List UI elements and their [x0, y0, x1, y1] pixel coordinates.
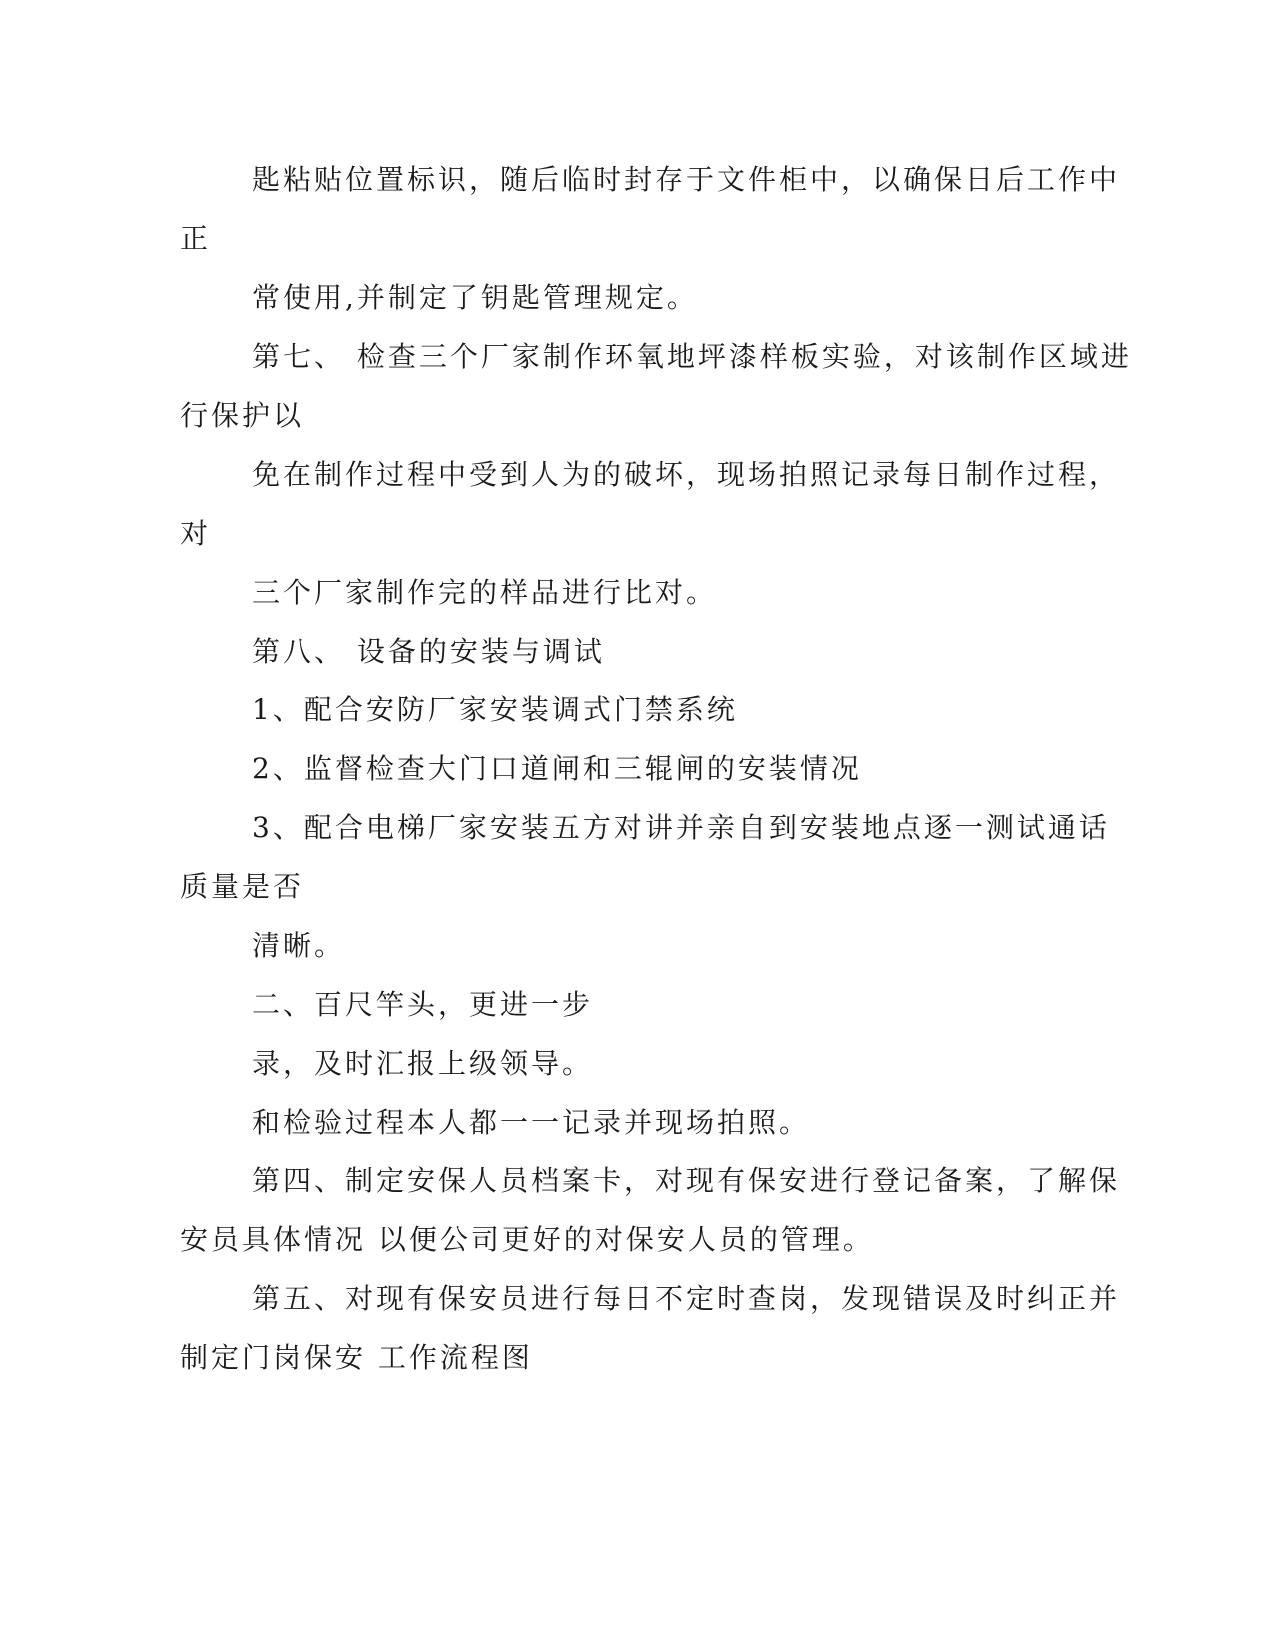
text-line: 录，及时汇报上级领导。	[252, 1047, 594, 1080]
text-line: 匙粘贴位置标识，随后临时封存于文件柜中，以确保日后工作中	[252, 163, 1121, 196]
text-line: 2、监督检查大门口道闸和三辊闸的安装情况	[252, 752, 862, 785]
text-line: 安员具体情况 以便公司更好的对保安人员的管理。	[180, 1223, 874, 1256]
text-line: 第四、制定安保人员档案卡，对现有保安进行登记备案，了解保	[252, 1164, 1121, 1197]
text-line: 二、百尺竿头，更进一步	[252, 988, 594, 1021]
text-line: 行保护以	[180, 399, 305, 432]
text-line: 免在制作过程中受到人为的破坏，现场拍照记录每日制作过程，	[252, 458, 1121, 491]
text-line: 常使用,并制定了钥匙管理规定。	[252, 281, 698, 314]
text-line: 第八、 设备的安装与调试	[252, 635, 605, 668]
text-line: 1、配合安防厂家安装调式门禁系统	[252, 693, 738, 726]
text-line: 清晰。	[252, 929, 346, 962]
text-line: 第五、对现有保安员进行每日不定时查岗，发现错误及时纠正并	[252, 1282, 1121, 1315]
text-line: 制定门岗保安 工作流程图	[180, 1341, 533, 1374]
text-line: 正	[180, 222, 212, 255]
text-line: 对	[180, 517, 212, 550]
text-line: 和检验过程本人都一一记录并现场拍照。	[252, 1106, 811, 1139]
text-line: 3、配合电梯厂家安装五方对讲并亲自到安装地点逐一测试通话	[252, 811, 1110, 844]
text-line: 第七、 检查三个厂家制作环氧地坪漆样板实验，对该制作区域进	[252, 340, 1132, 373]
text-line: 质量是否	[180, 870, 305, 903]
text-line: 三个厂家制作完的样品进行比对。	[252, 576, 718, 609]
